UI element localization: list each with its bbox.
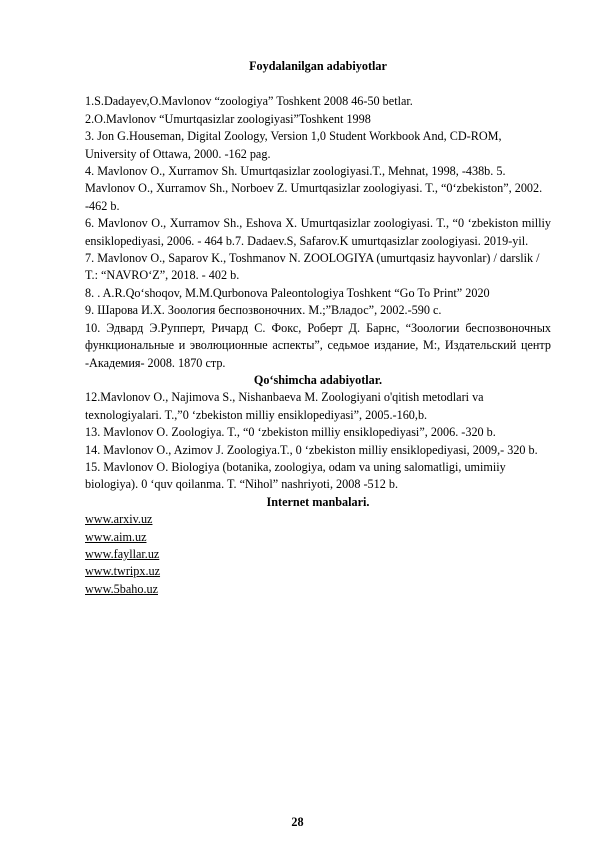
references-heading: Foydalanilgan adabiyotlar: [249, 59, 387, 73]
reference-item-3: 3. Jon G.Houseman, Digital Zoology, Version 1,0 Student Workbook And, CD-ROM, University of Ottawa, 2000. -162 pag.: [85, 129, 502, 161]
reference-item-7: 7. Mavlonov O., Saparov K., Toshmanov N. ZOOLOGIYA (umurtqasiz hayvonlar) / darslik / T.: “NAVRO‘Z”, 2018. - 402 b.: [85, 251, 540, 283]
additional-reference-15: 15. Mavlonov O. Biologiya (botanika, zoologiya, odam va uning salomatligi, umimiiy biologiya). 0 ‘quv qoilanma. T. “Nihol” nashriyoti, 2008 -512 b.: [85, 459, 506, 492]
link-arxiv[interactable]: www.arxiv.uz: [85, 512, 153, 527]
additional-reference-14: 14. Mavlonov O., Azimov J. Zoologiya.T., 0 ‘zbekiston milliy ensiklopediyasi, 2009,- 320 b.: [85, 442, 538, 457]
link-5baho[interactable]: www.5baho.uz: [85, 581, 158, 596]
internet-link-item: [85, 511, 551, 528]
reference-item-4: 4. Mavlonov O., Xurramov Sh. Umurtqasizlar zoologiyasi.T., Mehnat, 1998, -438b. 5. Mavlonov O., Xurramov Sh., Norboev Z. Umurtqasizlar zoologiyasi. T., “0‘zbekiston”, 2002. -462 b.: [85, 164, 543, 213]
link-fayllar[interactable]: www.fayllar.uz: [85, 546, 160, 561]
additional-reference-12: 12.Mavlonov O., Najimova S., Nishanbaeva M. Zoologiyani o'qitish metodlari va texnologiyalari. T.,”0 ‘zbekiston milliy ensiklopediyasi”, 2005.-160,b.: [85, 390, 484, 422]
internet-link-item: [85, 581, 551, 598]
internet-sources-heading: Internet manbalari.: [266, 494, 370, 509]
reference-item-8: 8. . A.R.Qo‘shoqov, M.M.Qurbonova Paleontologiya Toshkent “Go To Print” 2020: [85, 285, 490, 300]
link-twripx[interactable]: www.twripx.uz: [85, 564, 161, 579]
page-number: 28: [291, 815, 304, 829]
link-aim[interactable]: www.aim.uz: [85, 529, 147, 544]
document-content: [85, 58, 551, 598]
additional-reference-13: 13. Mavlonov O. Zoologiya. T., “0 ‘zbekiston milliy ensiklopediyasi”, 2006. -320 b.: [85, 425, 496, 440]
internet-links-list: [85, 511, 551, 598]
internet-link-item: [85, 529, 551, 546]
internet-link-item: [85, 546, 551, 563]
reference-item-6: 6. Mavlonov O., Xurramov Sh., Eshova X. Umurtqasizlar zoologiyasi. T., “0 ‘zbekiston milliy ensiklopediyasi, 2006. - 464 b.7. Dadaev.S, Safarov.K umurtqasizlar zoologiyasi. 2019-yil.: [85, 216, 551, 248]
internet-link-item: [85, 563, 551, 580]
reference-item-9: 9. Шарова И.Х. Зоология беспозвоночних. М.;”Владос”, 2002.-590 с.: [85, 303, 442, 318]
additional-references-heading: Qo‘shimcha adabiyotlar.: [253, 372, 383, 387]
reference-item-1: 1.S.Dadayev,O.Mavlonov “zoologiya” Toshkent 2008 46-50 betlar.: [85, 94, 413, 109]
reference-item-10: 10. Эдвард Э.Рупперт, Ричард С. Фокс, Роберт Д. Барнс, “Зоологии беспозвоночных функциональные и эволюционные аспекты”, седьмое издание, М:, Издательский центр -Академия- 2008. 1870 стр.: [85, 320, 551, 370]
reference-item-2: 2.O.Mavlonov “Umurtqasizlar zoologiyasi”Toshkent 1998: [85, 111, 371, 126]
